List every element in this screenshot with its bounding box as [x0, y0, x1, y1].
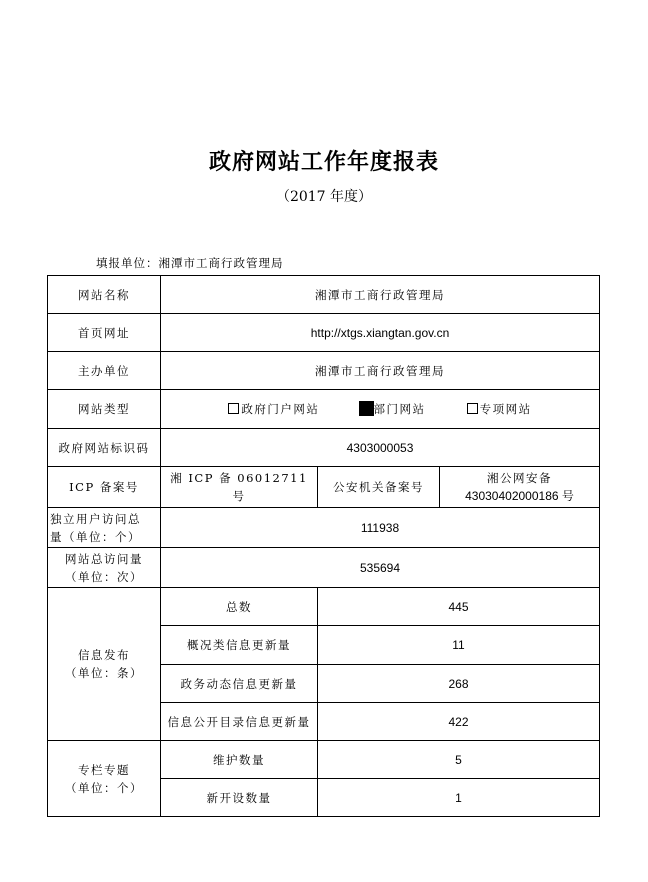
label: 总数 — [161, 588, 318, 626]
label-line: 独立用户访问总 — [50, 511, 141, 526]
label: 概况类信息更新量 — [161, 626, 318, 665]
table-row — [48, 508, 600, 548]
label: 信息公开目录信息更新量 — [161, 703, 318, 741]
label — [48, 548, 161, 588]
group-label — [48, 741, 161, 817]
checkbox-checked-icon[interactable] — [361, 403, 372, 414]
report-table — [47, 275, 600, 817]
value: 湘 ICP 备 06012711 号 — [161, 467, 318, 508]
table-row — [48, 352, 600, 390]
value: 11 — [318, 626, 600, 665]
option-label: 部门网站 — [373, 402, 426, 416]
value — [440, 467, 600, 508]
reporting-unit: 填报单位：湘潭市工商行政管理局 — [96, 256, 284, 270]
option-special[interactable] — [467, 400, 532, 418]
value: 535694 — [161, 548, 600, 588]
value: 4303000053 — [161, 429, 600, 467]
label-line: 专栏专题 — [78, 762, 130, 777]
report-year: （2017 年度） — [275, 189, 373, 205]
value: 422 — [318, 703, 600, 741]
checkbox-icon[interactable] — [228, 403, 239, 414]
table-row — [48, 467, 600, 508]
label-line: （单位：个） — [65, 780, 143, 795]
table-row — [48, 314, 600, 352]
table-row — [48, 548, 600, 588]
group-label — [48, 588, 161, 741]
label — [48, 508, 161, 548]
value: 111938 — [161, 508, 600, 548]
option-portal[interactable] — [228, 400, 319, 418]
label-line: 网站总访问量 — [65, 551, 143, 566]
label-line: 信息发布 — [78, 648, 130, 662]
label: ICP 备案号 — [48, 467, 161, 508]
value: 5 — [318, 741, 600, 779]
label: 公安机关备案号 — [318, 467, 440, 508]
option-label: 专项网站 — [479, 402, 532, 416]
value-line: 湘公网安备 — [487, 471, 552, 485]
label: 政务动态信息更新量 — [161, 665, 318, 703]
label: 政府网站标识码 — [48, 429, 161, 467]
checkbox-icon[interactable] — [467, 403, 478, 414]
value: 湘潭市工商行政管理局 — [161, 352, 600, 390]
label: 主办单位 — [48, 352, 161, 390]
label: 首页网址 — [48, 314, 161, 352]
value: http://xtgs.xiangtan.gov.cn — [161, 314, 600, 352]
table-row — [48, 429, 600, 467]
label: 维护数量 — [161, 741, 318, 779]
option-department[interactable] — [361, 400, 426, 418]
label: 网站名称 — [48, 276, 161, 314]
site-type-options — [161, 390, 600, 429]
label: 网站类型 — [48, 390, 161, 429]
table-row — [48, 276, 600, 314]
table-row — [48, 390, 600, 429]
value: 1 — [318, 779, 600, 817]
label: 新开设数量 — [161, 779, 318, 817]
value-line: 43030402000186 号 — [465, 489, 574, 503]
label-line: （单位：次） — [65, 569, 143, 584]
value: 268 — [318, 665, 600, 703]
value: 445 — [318, 588, 600, 626]
label-line: 量（单位：个） — [50, 529, 141, 544]
table-row — [48, 588, 600, 626]
value: 湘潭市工商行政管理局 — [161, 276, 600, 314]
table-row — [48, 741, 600, 779]
option-label: 政府门户网站 — [241, 402, 320, 416]
report-title: 政府网站工作年度报表 — [208, 149, 439, 175]
label-line: （单位：条） — [65, 666, 143, 680]
